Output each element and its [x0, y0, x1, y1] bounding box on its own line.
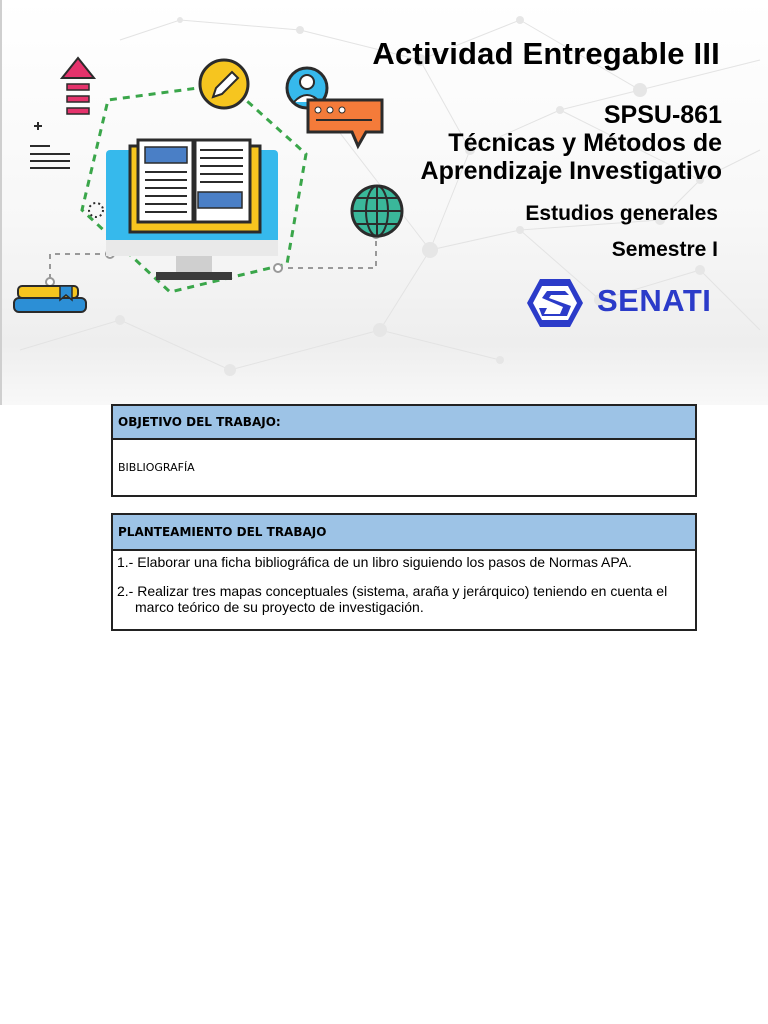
- course-name-line1: Técnicas y Métodos de: [448, 129, 722, 157]
- document-title: Actividad Entregable III: [372, 36, 720, 71]
- task-item: 2.- Realizar tres mapas conceptuales (sistema, araña y jerárquico) teniendo en cuenta el marco teórico de su proyecto de investigación.: [117, 583, 668, 615]
- objective-value: BIBLIOGRAFÍA: [118, 461, 195, 474]
- brand-name: SENATI: [597, 283, 712, 318]
- study-area: Estudios generales: [525, 202, 718, 225]
- text-lines-icon: [30, 122, 70, 168]
- objective-heading: OBJETIVO DEL TRABAJO:: [113, 406, 695, 440]
- pencil-icon: [200, 60, 248, 108]
- approach-table: [111, 513, 697, 631]
- objective-table: [111, 404, 697, 497]
- course-name-line2: Aprendizaje Investigativo: [420, 157, 722, 185]
- arrow-up-icon: [62, 58, 94, 114]
- course-code: SPSU-861: [603, 101, 722, 129]
- education-illustration: [0, 0, 430, 330]
- globe-icon: [352, 186, 402, 236]
- cover-banner: [0, 0, 768, 405]
- books-stack-icon: [14, 286, 86, 312]
- task-item: 1.- Elaborar una ficha bibliográfica de un libro siguiendo los pasos de Normas APA.: [117, 554, 632, 570]
- book-icon: [130, 140, 260, 232]
- approach-heading: PLANTEAMIENTO DEL TRABAJO: [113, 515, 695, 551]
- senati-logo-icon: [525, 277, 585, 329]
- semester-label: Semestre I: [611, 238, 718, 261]
- chat-bubble-icon: [308, 100, 382, 146]
